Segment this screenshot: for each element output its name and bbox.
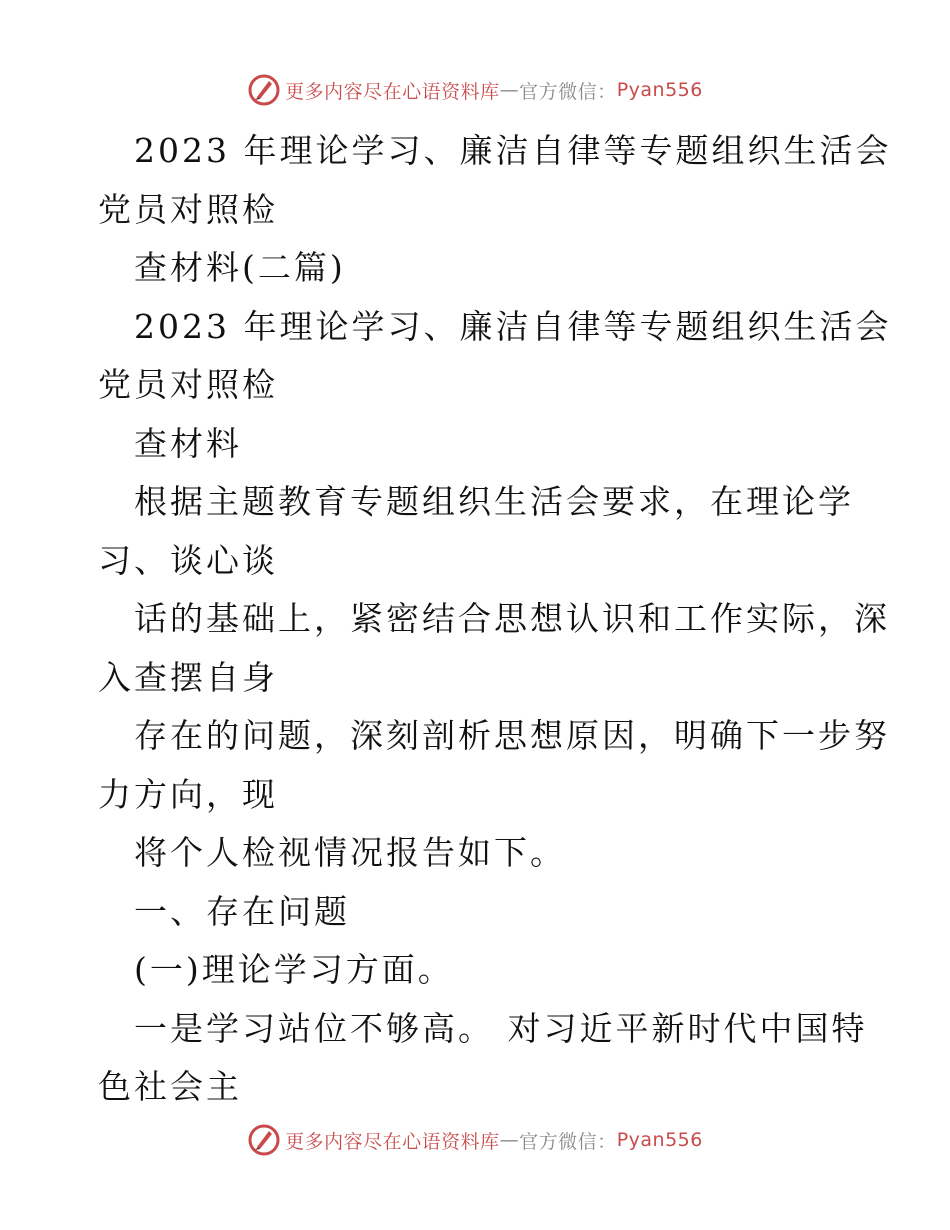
text-line: 入查摆自身 [98,657,278,697]
text-line: 存在的问题，深刻剖析思想原因，明确下一步努 [134,716,890,755]
document-body [98,122,892,1117]
header-banner [0,70,950,110]
quill-pen-logo-icon [247,73,281,107]
text-line: 习、谈心谈 [98,540,278,580]
banner-site-text: 更多内容尽在心语资料库 [285,80,500,103]
text-line: 根据主题教育专题组织生活会要求，在理论学 [134,482,854,521]
footer-banner [0,1120,950,1160]
text-line: 一是学习站位不够高。 对习近平新时代中国特 [134,1008,868,1048]
text-line: 2023 年理论学习、廉洁自律等专题组织生活会 [134,131,892,170]
quill-pen-logo-icon [247,1123,281,1157]
banner-wechat-label: 官方微信： [519,1130,617,1153]
banner-dash: — [499,1129,520,1151]
text-line: 党员对照检 [98,189,278,229]
text-line: 将个人检视情况报告如下。 [134,833,566,872]
banner-wechat-label: 官方微信： [519,80,617,103]
text-line: 色社会主 [98,1067,242,1106]
text-line: 2023 年理论学习、廉洁自律等专题组织生活会 [134,306,892,346]
banner-dash: — [499,79,520,101]
banner-wechat-id: Pyan556 [616,1129,703,1151]
text-line: 查材料 [134,423,242,463]
banner-wechat-id: Pyan556 [616,79,703,101]
banner-site-text: 更多内容尽在心语资料库 [285,1130,500,1153]
text-line: 党员对照检 [98,365,278,404]
text-line: 查材料(二篇) [134,248,346,287]
text-line: (一)理论学习方面。 [134,950,454,989]
text-line: 一、存在问题 [134,891,350,931]
text-line: 力方向，现 [98,774,278,814]
text-line: 话的基础上，紧密结合思想认识和工作实际，深 [134,599,890,638]
